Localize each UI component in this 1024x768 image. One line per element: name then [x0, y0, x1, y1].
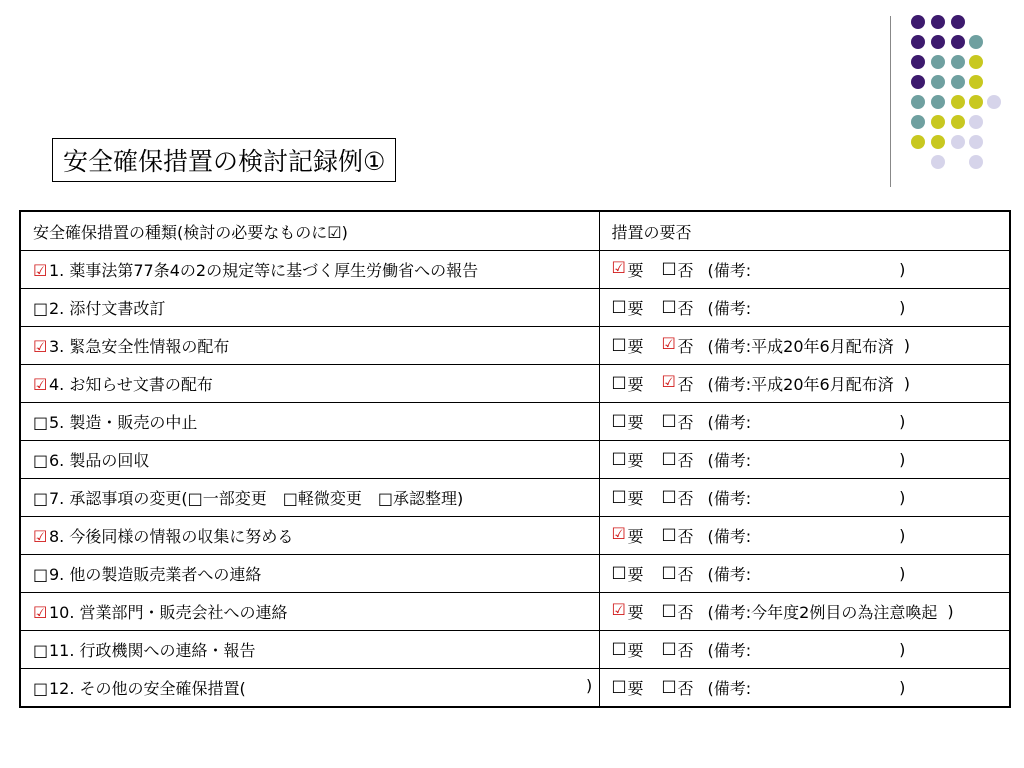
no-label: 否: [677, 489, 694, 508]
checkbox-icon[interactable]: □: [33, 679, 49, 698]
decorative-dot: [911, 115, 925, 129]
note-close: ): [903, 374, 910, 393]
no-label: 否: [677, 603, 694, 622]
checked-checkbox-icon[interactable]: ☑: [33, 375, 48, 394]
table-row: [20, 403, 1010, 441]
table-header-row: [20, 211, 1010, 251]
measure-cell: [20, 403, 599, 441]
checkbox-icon[interactable]: □: [611, 562, 627, 581]
necessity-cell: [599, 289, 1010, 327]
note-open: (備考:: [707, 679, 752, 698]
decorative-dot: [911, 75, 925, 89]
decorative-dot: [931, 135, 945, 149]
yes-label: 要: [627, 261, 644, 280]
decorative-dot: [969, 115, 983, 129]
yes-label: 要: [627, 565, 644, 584]
decorative-dot: [931, 75, 945, 89]
measure-label: 3. 緊急安全性情報の配布: [49, 337, 230, 356]
measure-cell: [20, 593, 599, 631]
necessity-cell: [599, 631, 1010, 669]
decorative-dot: [911, 35, 925, 49]
slide-title: 安全確保措置の検討記録例①: [52, 138, 396, 182]
measure-cell: [20, 669, 599, 708]
decorative-dot: [931, 15, 945, 29]
decorative-dot: [969, 135, 983, 149]
measure-cell: [20, 517, 599, 555]
decorative-dot: [951, 95, 965, 109]
checked-checkbox-icon[interactable]: ☑: [33, 603, 48, 622]
checked-checkbox-icon[interactable]: ☑: [661, 372, 676, 391]
measure-label: 10. 営業部門・販売会社への連絡: [49, 603, 288, 622]
table-row: [20, 517, 1010, 555]
yes-label: 要: [627, 375, 644, 394]
necessity-cell: [599, 327, 1010, 365]
decorative-dot: [969, 55, 983, 69]
checkbox-icon[interactable]: □: [611, 638, 627, 657]
yes-label: 要: [627, 641, 644, 660]
table-row: [20, 327, 1010, 365]
note-open: (備考:: [707, 603, 752, 622]
decorative-dot: [951, 15, 965, 29]
note-text: 平成20年6月配布済: [751, 337, 894, 356]
decorative-dot: [911, 15, 925, 29]
no-label: 否: [677, 375, 694, 394]
measure-label: 6. 製品の回収: [49, 451, 150, 470]
checkbox-icon[interactable]: □: [661, 524, 677, 543]
decorative-dot: [931, 155, 945, 169]
decorative-dot: [911, 135, 925, 149]
checked-checkbox-icon[interactable]: ☑: [611, 600, 626, 619]
checked-checkbox-icon[interactable]: ☑: [33, 337, 48, 356]
note-open: (備考:: [707, 261, 752, 280]
decorative-dot: [951, 55, 965, 69]
table-row: [20, 669, 1010, 708]
checkbox-icon[interactable]: □: [33, 641, 49, 660]
decorative-dot: [951, 75, 965, 89]
note-open: (備考:: [707, 527, 752, 546]
note-close: ): [899, 678, 906, 697]
necessity-cell: [599, 251, 1010, 289]
measure-label: 9. 他の製造販売業者への連絡: [49, 565, 262, 584]
no-label: 否: [677, 337, 694, 356]
note-close: ): [899, 564, 906, 583]
no-label: 否: [677, 261, 694, 280]
measure-label: 4. お知らせ文書の配布: [49, 375, 213, 394]
checkbox-icon[interactable]: □: [661, 486, 677, 505]
checkbox-icon[interactable]: □: [33, 489, 49, 508]
measure-cell: [20, 289, 599, 327]
no-label: 否: [677, 527, 694, 546]
decorative-dot: [931, 95, 945, 109]
header-necessity: 措置の要否: [599, 211, 1010, 251]
necessity-cell: [599, 593, 1010, 631]
note-open: (備考:: [707, 299, 752, 318]
yes-label: 要: [627, 413, 644, 432]
yes-label: 要: [627, 603, 644, 622]
note-close: ): [899, 488, 906, 507]
divider-line: [890, 16, 891, 187]
decorative-dot: [951, 135, 965, 149]
checkbox-icon[interactable]: □: [611, 410, 627, 429]
table-row: [20, 365, 1010, 403]
measure-label: 12. その他の安全確保措置(: [49, 679, 246, 698]
header-measure-type: 安全確保措置の種類(検討の必要なものに☑): [20, 211, 599, 251]
checkbox-icon[interactable]: □: [661, 676, 677, 695]
checkbox-icon[interactable]: □: [611, 334, 627, 353]
checkbox-icon[interactable]: □: [33, 565, 49, 584]
no-label: 否: [677, 565, 694, 584]
no-label: 否: [677, 413, 694, 432]
yes-label: 要: [627, 337, 644, 356]
table-row: [20, 555, 1010, 593]
checkbox-icon[interactable]: □: [33, 413, 49, 432]
measure-label: 1. 薬事法第77条4の2の規定等に基づく厚生労働省への報告: [49, 261, 479, 280]
decorative-dot: [931, 55, 945, 69]
checkbox-icon[interactable]: □: [661, 296, 677, 315]
decorative-dot: [911, 55, 925, 69]
necessity-cell: [599, 441, 1010, 479]
measure-label: 8. 今後同様の情報の収集に努める: [49, 527, 294, 546]
decorative-dot: [911, 95, 925, 109]
measure-cell: [20, 555, 599, 593]
note-open: (備考:: [707, 565, 752, 584]
note-open: (備考:: [707, 413, 752, 432]
measure-cell: [20, 631, 599, 669]
checkbox-icon[interactable]: □: [33, 299, 49, 318]
note-open: (備考:: [707, 375, 752, 394]
measure-cell: [20, 365, 599, 403]
note-close: ): [899, 260, 906, 279]
checkbox-icon[interactable]: □: [33, 451, 49, 470]
checkbox-icon[interactable]: □: [661, 448, 677, 467]
checkbox-icon[interactable]: □: [611, 486, 627, 505]
no-label: 否: [677, 641, 694, 660]
no-label: 否: [677, 299, 694, 318]
decorative-dot: [951, 115, 965, 129]
decorative-dot: [969, 95, 983, 109]
decorative-dot: [931, 115, 945, 129]
checkbox-icon[interactable]: □: [611, 676, 627, 695]
measure-label: 11. 行政機関への連絡・報告: [49, 641, 256, 660]
note-close: ): [899, 450, 906, 469]
checkbox-icon[interactable]: □: [611, 372, 627, 391]
necessity-cell: [599, 669, 1010, 708]
table-row: [20, 593, 1010, 631]
note-open: (備考:: [707, 641, 752, 660]
checked-checkbox-icon[interactable]: ☑: [33, 527, 48, 546]
note-close: ): [899, 640, 906, 659]
safety-measures-table: [19, 210, 1011, 708]
no-label: 否: [677, 451, 694, 470]
yes-label: 要: [627, 451, 644, 470]
necessity-cell: [599, 479, 1010, 517]
table-row: [20, 441, 1010, 479]
no-label: 否: [677, 679, 694, 698]
yes-label: 要: [627, 679, 644, 698]
table-row: [20, 251, 1010, 289]
checkbox-icon[interactable]: □: [661, 258, 677, 277]
checked-checkbox-icon[interactable]: ☑: [33, 261, 48, 280]
note-open: (備考:: [707, 451, 752, 470]
measure-cell: [20, 327, 599, 365]
note-open: (備考:: [707, 337, 752, 356]
measure-cell: [20, 251, 599, 289]
note-text: 平成20年6月配布済: [751, 375, 894, 394]
measure-label: 2. 添付文書改訂: [49, 299, 166, 318]
decorative-dot: [931, 35, 945, 49]
measure-label: 5. 製造・販売の中止: [49, 413, 198, 432]
measure-cell: [20, 479, 599, 517]
checkbox-icon[interactable]: □: [661, 410, 677, 429]
decorative-dot: [951, 35, 965, 49]
measure-label-end: ): [586, 676, 593, 695]
note-open: (備考:: [707, 489, 752, 508]
necessity-cell: [599, 403, 1010, 441]
note-close: ): [903, 336, 910, 355]
note-close: ): [947, 602, 954, 621]
checkbox-icon[interactable]: □: [661, 600, 677, 619]
note-text: 今年度2例目の為注意喚起: [751, 603, 938, 622]
measure-label: 7. 承認事項の変更(□一部変更 □軽微変更 □承認整理): [49, 489, 464, 508]
table-row: [20, 479, 1010, 517]
necessity-cell: [599, 555, 1010, 593]
yes-label: 要: [627, 489, 644, 508]
yes-label: 要: [627, 527, 644, 546]
measure-cell: [20, 441, 599, 479]
decorative-dot: [969, 35, 983, 49]
decorative-dot: [969, 155, 983, 169]
checked-checkbox-icon[interactable]: ☑: [611, 258, 626, 277]
note-close: ): [899, 526, 906, 545]
necessity-cell: [599, 517, 1010, 555]
checked-checkbox-icon[interactable]: ☑: [661, 334, 676, 353]
checkbox-icon[interactable]: □: [661, 562, 677, 581]
decorative-dot: [987, 95, 1001, 109]
decorative-dot: [969, 75, 983, 89]
note-close: ): [899, 298, 906, 317]
table-row: [20, 289, 1010, 327]
table-row: [20, 631, 1010, 669]
checkbox-icon[interactable]: □: [611, 448, 627, 467]
yes-label: 要: [627, 299, 644, 318]
checkbox-icon[interactable]: □: [611, 296, 627, 315]
necessity-cell: [599, 365, 1010, 403]
checked-checkbox-icon[interactable]: ☑: [611, 524, 626, 543]
checkbox-icon[interactable]: □: [661, 638, 677, 657]
note-close: ): [899, 412, 906, 431]
